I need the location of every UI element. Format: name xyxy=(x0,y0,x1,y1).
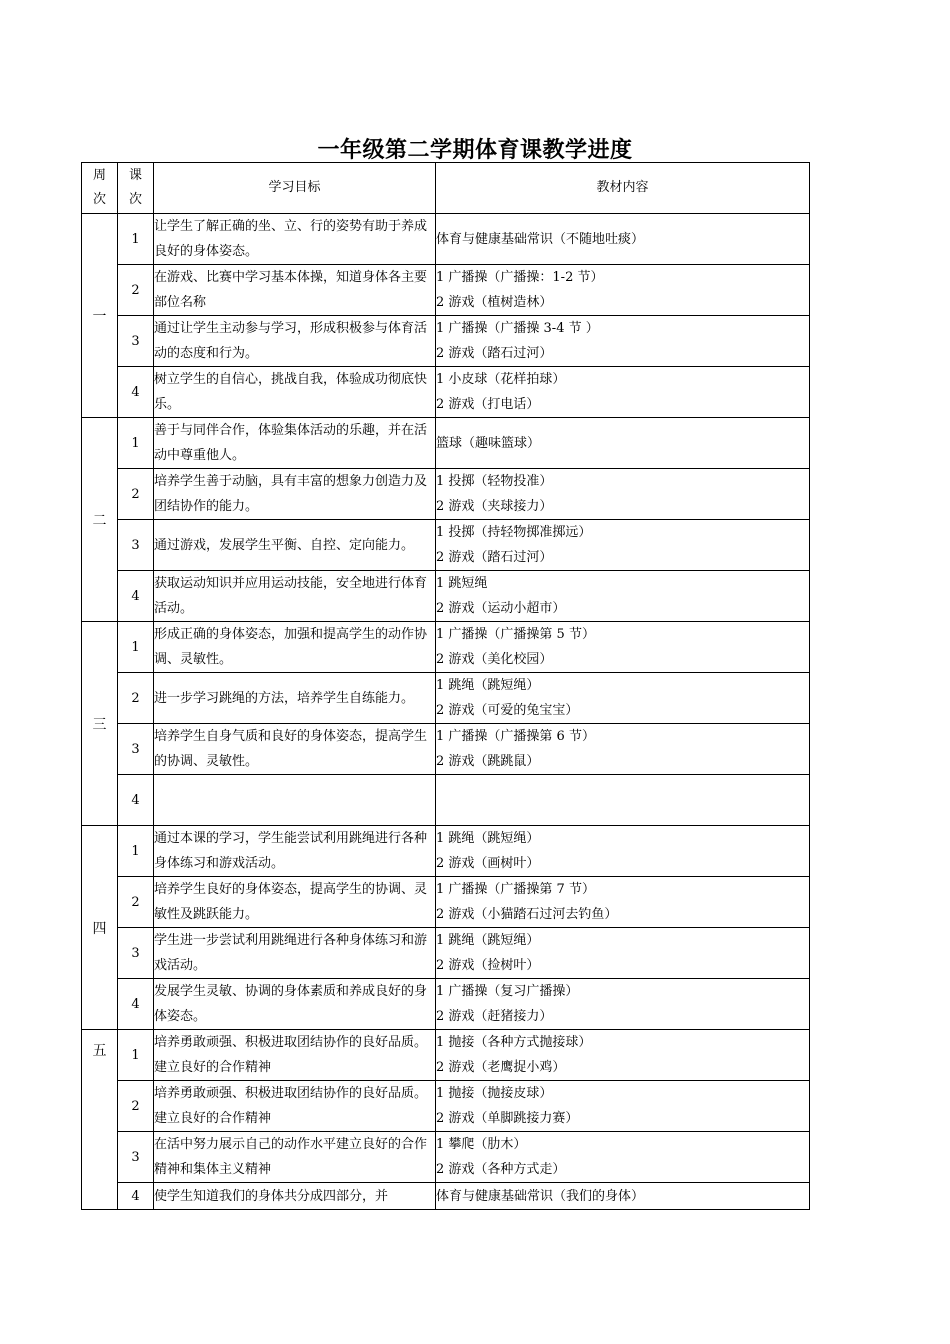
content-line: 1 抛接（各种方式抛接球） xyxy=(436,1035,592,1050)
content-line: 1 广播操（广播操第 5 节） xyxy=(436,627,595,642)
learning-goal: 通过游戏，发展学生平衡、自控、定向能力。 xyxy=(154,520,436,571)
learning-goal: 进一步学习跳绳的方法，培养学生自练能力。 xyxy=(154,673,436,724)
content-line: 2 游戏（小猫踏石过河去钓鱼） xyxy=(436,907,618,922)
lesson-number: 3 xyxy=(118,1132,154,1183)
content-line: 1 跳绳（跳短绳） xyxy=(436,831,540,846)
learning-goal: 形成正确的身体姿态，加强和提高学生的动作协调、灵敏性。 xyxy=(154,622,436,673)
lesson-number: 3 xyxy=(118,928,154,979)
lesson-number: 2 xyxy=(118,1081,154,1132)
lesson-number: 3 xyxy=(118,316,154,367)
teaching-content xyxy=(436,418,810,469)
learning-goal: 培养学生良好的身体姿态，提高学生的协调、灵敏性及跳跃能力。 xyxy=(154,877,436,928)
teaching-content xyxy=(436,622,810,673)
learning-goal: 培养勇敢顽强、积极进取团结协作的良好品质。建立良好的合作精神 xyxy=(154,1081,436,1132)
lesson-number: 3 xyxy=(118,724,154,775)
learning-goal: 学生进一步尝试利用跳绳进行各种身体练习和游戏活动。 xyxy=(154,928,436,979)
header-row xyxy=(82,163,810,214)
table-row xyxy=(82,418,810,469)
teaching-content xyxy=(436,316,810,367)
table-row xyxy=(82,979,810,1030)
week-cell: 一 xyxy=(82,214,118,418)
teaching-content xyxy=(436,877,810,928)
content-line: 2 游戏（可爱的兔宝宝） xyxy=(436,703,579,718)
teaching-content xyxy=(436,724,810,775)
content-line: 2 游戏（跳跳鼠） xyxy=(436,754,540,769)
teaching-content xyxy=(436,979,810,1030)
content-line: 1 跳短绳 xyxy=(436,576,488,591)
learning-goal: 在游戏、比赛中学习基本体操，知道身体各主要部位名称 xyxy=(154,265,436,316)
learning-goal: 通过让学生主动参与学习，形成积极参与体育活动的态度和行为。 xyxy=(154,316,436,367)
teaching-content xyxy=(436,1183,810,1210)
content-line: 1 投掷（轻物投准） xyxy=(436,474,553,489)
teaching-content xyxy=(436,571,810,622)
content-line: 2 游戏（单脚跳接力赛） xyxy=(436,1111,579,1126)
teaching-content xyxy=(436,520,810,571)
learning-goal: 善于与同伴合作，体验集体活动的乐趣，并在活动中尊重他人。 xyxy=(154,418,436,469)
week-cell: 三 xyxy=(82,622,118,826)
table-row xyxy=(82,520,810,571)
teaching-content xyxy=(436,367,810,418)
learning-goal: 培养学生善于动脑，具有丰富的想象力创造力及团结协作的能力。 xyxy=(154,469,436,520)
learning-goal: 让学生了解正确的坐、立、行的姿势有助于养成良好的身体姿态。 xyxy=(154,214,436,265)
content-line: 2 游戏（运动小超市） xyxy=(436,601,566,616)
table-row xyxy=(82,1183,810,1210)
lesson-number: 2 xyxy=(118,469,154,520)
content-line: 2 游戏（美化校园） xyxy=(436,652,553,667)
content-line: 2 游戏（赶猪接力） xyxy=(436,1009,553,1024)
content-line: 1 投掷（持轻物掷准掷远） xyxy=(436,525,592,540)
table-row xyxy=(82,928,810,979)
content-line: 2 游戏（打电话） xyxy=(436,397,540,412)
lesson-number: 2 xyxy=(118,673,154,724)
lesson-number: 2 xyxy=(118,265,154,316)
table-row xyxy=(82,775,810,826)
lesson-number: 1 xyxy=(118,826,154,877)
content-line: 1 广播操（广播操第 7 节） xyxy=(436,882,595,897)
content-line: 2 游戏（各种方式走） xyxy=(436,1162,566,1177)
lesson-number: 1 xyxy=(118,622,154,673)
lesson-number: 3 xyxy=(118,520,154,571)
table-row xyxy=(82,826,810,877)
content-line: 1 广播操（广播操：1-2 节） xyxy=(436,270,604,285)
lesson-number: 4 xyxy=(118,979,154,1030)
content-line: 1 广播操（广播操第 6 节） xyxy=(436,729,595,744)
teaching-content xyxy=(436,673,810,724)
week-cell: 四 xyxy=(82,826,118,1030)
lesson-number: 4 xyxy=(118,775,154,826)
content-line: 2 游戏（捡树叶） xyxy=(436,958,540,973)
teaching-content xyxy=(436,214,810,265)
learning-goal: 通过本课的学习，学生能尝试利用跳绳进行各种身体练习和游戏活动。 xyxy=(154,826,436,877)
table-row xyxy=(82,571,810,622)
learning-goal: 培养勇敢顽强、积极进取团结协作的良好品质。建立良好的合作精神 xyxy=(154,1030,436,1081)
teaching-content xyxy=(436,775,810,826)
lesson-number: 4 xyxy=(118,571,154,622)
header-content: 教材内容 xyxy=(436,163,810,214)
learning-goal: 发展学生灵敏、协调的身体素质和养成良好的身体姿态。 xyxy=(154,979,436,1030)
content-line: 1 广播操（广播操 3-4 节 ） xyxy=(436,321,599,336)
teaching-content xyxy=(436,1081,810,1132)
content-line: 1 抛接（抛接皮球） xyxy=(436,1086,553,1101)
teaching-content xyxy=(436,265,810,316)
content-line: 体育与健康基础常识（不随地吐痰） xyxy=(436,231,645,247)
learning-goal: 使学生知道我们的身体共分成四部分，并 xyxy=(154,1183,436,1210)
header-week: 周 次 xyxy=(82,163,118,214)
content-line: 1 广播操（复习广播操） xyxy=(436,984,579,999)
learning-goal: 培养学生自身气质和良好的身体姿态，提高学生的协调、灵敏性。 xyxy=(154,724,436,775)
teaching-content xyxy=(436,826,810,877)
week-cell: 二 xyxy=(82,418,118,622)
lesson-number: 1 xyxy=(118,214,154,265)
table-row xyxy=(82,673,810,724)
teaching-content xyxy=(436,1030,810,1081)
table-row xyxy=(82,265,810,316)
content-line: 篮球（趣味篮球） xyxy=(436,435,541,451)
lesson-number: 1 xyxy=(118,418,154,469)
table-row xyxy=(82,469,810,520)
header-lesson: 课 次 xyxy=(118,163,154,214)
teaching-content xyxy=(436,469,810,520)
content-line: 2 游戏（踏石过河） xyxy=(436,550,553,565)
learning-goal: 获取运动知识并应用运动技能，安全地进行体育活动。 xyxy=(154,571,436,622)
content-line: 1 攀爬（肋木） xyxy=(436,1137,527,1152)
content-line: 2 游戏（画树叶） xyxy=(436,856,540,871)
lesson-number: 4 xyxy=(118,1183,154,1210)
content-line: 2 游戏（植树造林） xyxy=(436,295,553,310)
table-row xyxy=(82,214,810,265)
table-row xyxy=(82,1030,810,1081)
table-row xyxy=(82,1132,810,1183)
content-line: 2 游戏（踏石过河） xyxy=(436,346,553,361)
teaching-content xyxy=(436,928,810,979)
content-line: 1 跳绳（跳短绳） xyxy=(436,678,540,693)
page-title: 一年级第二学期体育课教学进度 xyxy=(317,137,633,163)
table-row xyxy=(82,1081,810,1132)
header-goal: 学习目标 xyxy=(154,163,436,214)
content-line: 2 游戏（夹球接力） xyxy=(436,499,553,514)
table-row xyxy=(82,316,810,367)
table-row xyxy=(82,367,810,418)
lesson-number: 1 xyxy=(118,1030,154,1081)
content-line: 1 小皮球（花样拍球） xyxy=(436,372,566,387)
content-line: 2 游戏（老鹰捉小鸡） xyxy=(436,1060,566,1075)
week-cell: 五 xyxy=(82,1030,118,1210)
learning-goal xyxy=(154,775,436,826)
schedule-table xyxy=(81,162,810,1210)
learning-goal: 树立学生的自信心，挑战自我，体验成功彻底快乐。 xyxy=(154,367,436,418)
lesson-number: 2 xyxy=(118,877,154,928)
content-line: 1 跳绳（跳短绳） xyxy=(436,933,540,948)
table-row xyxy=(82,724,810,775)
table-row xyxy=(82,622,810,673)
lesson-number: 4 xyxy=(118,367,154,418)
table-row xyxy=(82,877,810,928)
teaching-content xyxy=(436,1132,810,1183)
content-line: 体育与健康基础常识（我们的身体） xyxy=(436,1189,645,1204)
learning-goal: 在活中努力展示自己的动作水平建立良好的合作精神和集体主义精神 xyxy=(154,1132,436,1183)
